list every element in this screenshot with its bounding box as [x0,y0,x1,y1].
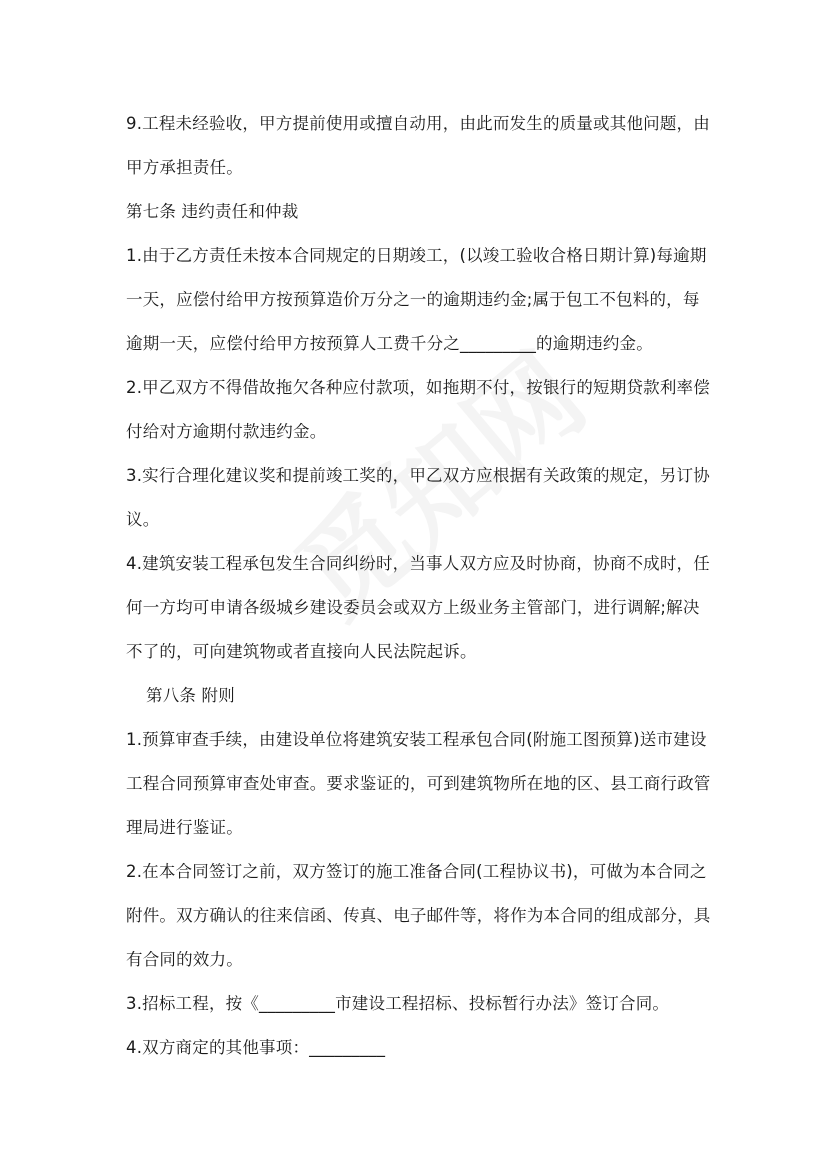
section-heading: 第七条 违约责任和仲裁 [126,202,299,221]
text-line: 一天，应偿付给甲方按预算造价万分之一的逾期违约金;属于包工不包料的，每 [126,290,700,309]
text-line: 有合同的效力。 [126,950,243,969]
text-line: 3.招标工程，按《_________市建设工程招标、投标暂行办法》签订合同。 [126,994,670,1013]
section-heading: 第八条 附则 [146,686,235,705]
text-line: 付给对方逾期付款违约金。 [126,422,327,441]
text-line: 何一方均可申请各级城乡建设委员会或双方上级业务主管部门，进行调解;解决 [126,598,700,617]
text-line: 4.双方商定的其他事项：_________ [126,1038,386,1057]
text-line: 2.在本合同签订之前，双方签订的施工准备合同(工程协议书)，可做为本合同之 [126,862,707,881]
text-line: 议。 [126,510,160,529]
text-line: 2.甲乙双方不得借故拖欠各种应付款项，如拖期不付，按银行的短期贷款利率偿 [126,378,710,397]
text-line: 3.实行合理化建议奖和提前竣工奖的，甲乙双方应根据有关政策的规定，另订协 [126,466,710,485]
text-line: 工程合同预算审查处审查。要求鉴证的，可到建筑物所在地的区、县工商行政管 [126,774,711,793]
text-line: 理局进行鉴证。 [126,818,243,837]
text-line: 9.工程未经验收，甲方提前使用或擅自动用，由此而发生的质量或其他问题，由 [126,114,710,133]
text-line: 4.建筑安装工程承包发生合同纠纷时，当事人双方应及时协商，协商不成时，任 [126,554,710,573]
text-line: 1.由于乙方责任未按本合同规定的日期竣工，(以竣工验收合格日期计算)每逾期 [126,246,707,265]
text-line: 不了的，可向建筑物或者直接向人民法院起诉。 [126,642,477,661]
text-line: 逾期一天，应偿付给甲方按预算人工费千分之_________的逾期违约金。 [126,334,653,353]
text-line: 1.预算审查手续，由建设单位将建筑安装工程承包合同(附施工图预算)送市建设 [126,730,707,749]
text-line: 甲方承担责任。 [126,158,243,177]
text-line: 附件。双方确认的往来信函、传真、电子邮件等，将作为本合同的组成部分，具 [126,906,711,925]
